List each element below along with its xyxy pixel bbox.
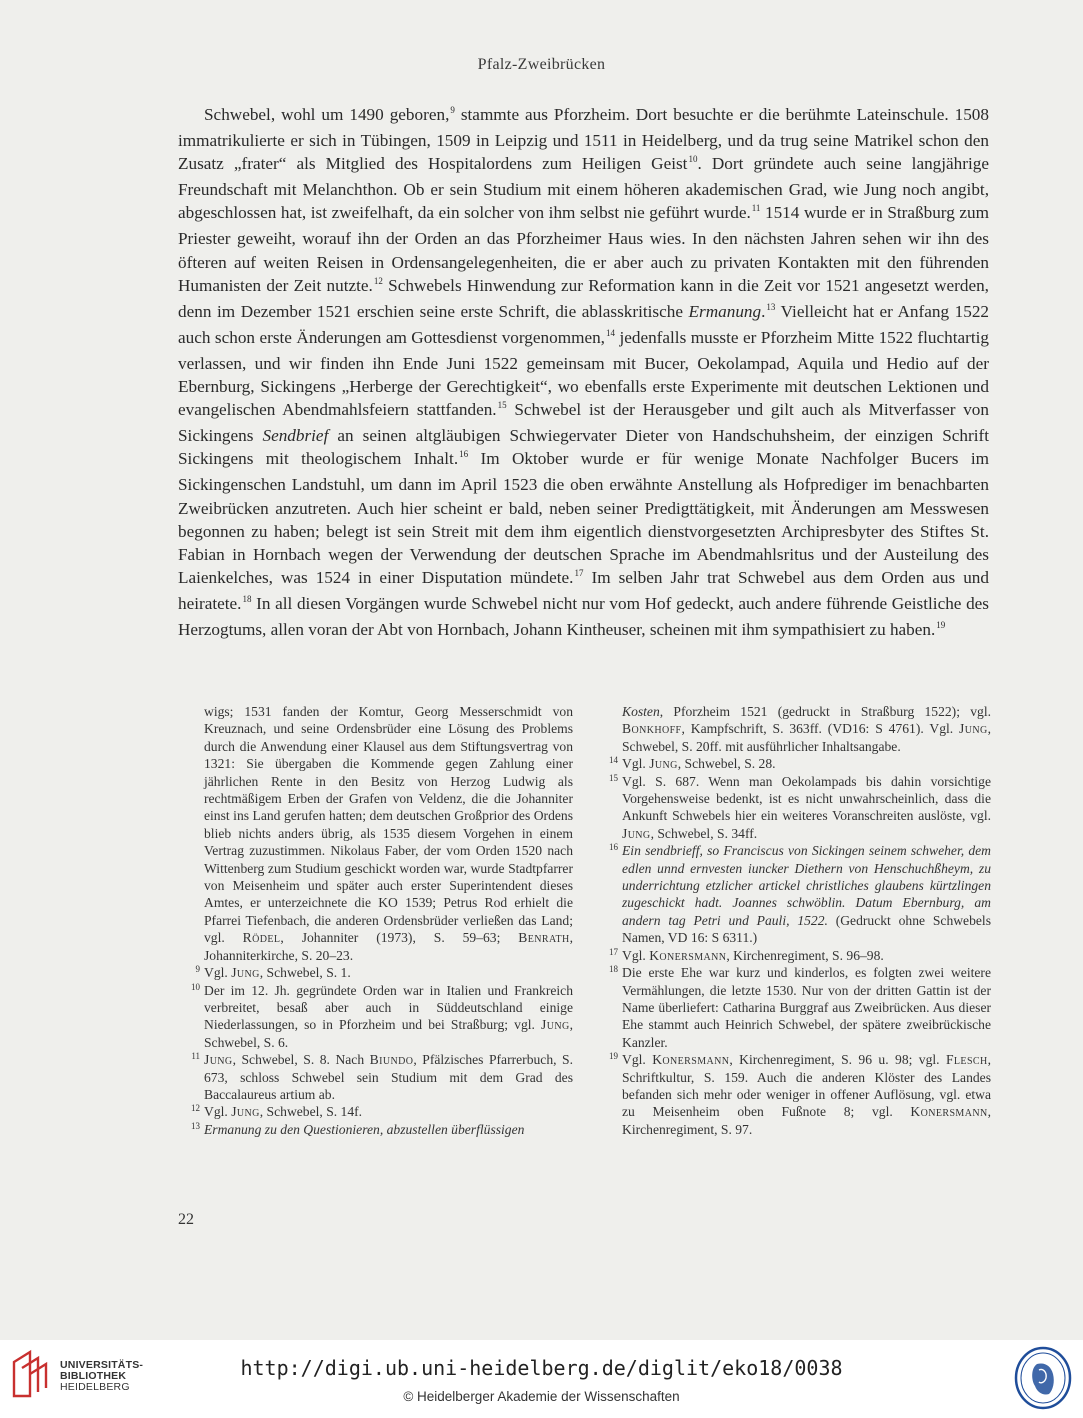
text-run: Im selben Jahr trat Schwebel aus dem Orden aus und heiratete. <box>178 567 989 613</box>
footnote-number: 18 <box>609 964 618 975</box>
text-run: Vielleicht hat er Anfang 1522 auch schon erste Änderungen am Gottesdienst vorgenommen, <box>178 301 990 347</box>
footnote-number: 10 <box>191 981 200 992</box>
text-run: jedenfalls musste er Pforzheim Mitte 1522 fluchtartig verlassen, und wir finden ihn Ende Juni 1522 gemeinsam mit Bucer, Oekolampad, Aquila und Hedio auf der Ebernburg, Sickingens „Herberge der Gerechtigkeit“, wo ebenfalls erste Experimente mit deutschen Lektionen und evangelischen Abendmahlsfeiern stattfanden. <box>178 327 990 420</box>
footnote-ref[interactable]: 18 <box>242 593 252 604</box>
logo-line: HEIDELBERG <box>60 1381 130 1393</box>
text-run: Im Oktober wurde er für wenige Monate Nachfolger Bucers im Sickingenschen Landstuhl, um dann im April 1523 die oben erwähnte Anstellung als Hofprediger im benachbarten Zweibrücken anzutreten. Auch hier scheint er bald, neben seiner Predigttätigkeit, mit Änderungen am Messwesen begonnen zu haben; belegt ist sein Streit mit dem ihm eigentlich dienstvorgesetzten Archipresbyter des Stiftes St. Fabian in Hornbach wegen der Verwendung der deutschen Sprache im Abendmahlsritus und der Austeilung des Laienkelches, was 1524 in einer Disputation mündete. <box>178 449 989 587</box>
footnote-ref[interactable]: 12 <box>373 275 383 286</box>
text-run: an seinen altgläubigen Schwiegervater Dieter von Handschuhsheim, der einzigen Schrift Sickingens mit theologischem Inhalt. <box>178 426 989 469</box>
copyright-notice: © Heidelberger Akademie der Wissenschaften <box>403 1389 680 1404</box>
footnote-18: 18 Die erste Ehe war kurz und kinderlos, es folgten zwei weitere Vermählungen, die letzte 1530. Nur von der dritten Gattin ist der Name überliefert: Catharina Burggraf aus Zweibrücken. Aus dieser Ehe stammt auch Heinrich Schwebel, der spätere zweibrückische Kanzler. <box>622 964 991 1051</box>
viewer-footer <box>0 1340 1083 1418</box>
footnote-ref[interactable]: 14 <box>605 327 615 338</box>
footnote-17: 17 Vgl. Konersmann, Kirchenregiment, S. 96–98. <box>622 947 991 964</box>
title-italic: Sendbrief <box>262 426 329 446</box>
footnote-number: 9 <box>195 964 200 975</box>
footnote-ref[interactable]: 19 <box>936 619 946 630</box>
footnote-number: 12 <box>191 1103 200 1114</box>
text-run: stammte aus Pforzheim. Dort besuchte er die berühmte Lateinschule. 1508 immatrikulierte er sich in Tübingen, 1509 in Leipzig und 1511 in Heidelberg, und da trug seine Matrikel schon den Zusatz „frater“ als Mitglied des Hospitalordens zum Heiligen Geist <box>178 105 989 174</box>
footnote-12: 12 Vgl. Jung, Schwebel, S. 14f. <box>204 1103 573 1120</box>
footnote-number: 11 <box>191 1051 200 1062</box>
footnote-ref[interactable]: 10 <box>688 154 698 165</box>
footnote-9: 9 Vgl. Jung, Schwebel, S. 1. <box>204 964 573 981</box>
footnote-ref[interactable]: 15 <box>497 400 507 411</box>
footnote-number: 13 <box>191 1120 200 1131</box>
footnote-13-continuation: Kosten, Pforzheim 1521 (gedruckt in Straßburg 1522); vgl. Bonkhoff, Kampfschrift, S. 363ff. (VD16: S 4761). Vgl. Jung, Schwebel, S. 20ff. mit ausführlicher Inhaltsangabe. <box>622 704 991 754</box>
footnote-number: 14 <box>609 755 618 766</box>
body-paragraph <box>178 103 989 644</box>
footnote-11: 11 Jung, Schwebel, S. 8. Nach Biundo, Pfälzisches Pfarrerbuch, S. 673, schloss Schwebel sein Studium mit dem Grad des Baccalaureus artium ab. <box>204 1051 573 1103</box>
text-run: Schwebel, wohl um 1490 geboren, <box>204 105 450 124</box>
footnote-16: 16 Ein sendbrieff, so Franciscus von Sickingen seinem schweher, dem edlen unnd ernvesten iuncker Diethern von Henschuchßheym, zu underrichtung etzlicher artickel christliches glaubens kürtzlingen zugeschickt hadt. Joannes schwöblin. Datum Ebernburg, am andern tag Petri und Pauli, 1522. (Gedruckt ohne Schwebels Namen, VD 16: S 6311.) <box>622 842 991 946</box>
permalink-url[interactable]: http://digi.ub.uni-heidelberg.de/diglit/eko18/0038 <box>240 1356 843 1380</box>
page-number: 22 <box>178 1211 194 1228</box>
footnote-number: 19 <box>609 1051 618 1062</box>
logo-line: UNIVERSITÄTS- <box>60 1359 144 1371</box>
footnote-13: 13 Ermanung zu den Questionieren, abzustellen überflüssigen <box>204 1121 573 1138</box>
footnote-ref[interactable]: 9 <box>450 105 455 115</box>
footnote-10: 10 Der im 12. Jh. gegründete Orden war in Italien und Frankreich verbreitet, besaß aber auch in Süddeutschland einige Niederlassungen, so in Pforzheim und bei Straßburg; vgl. Jung, Schwebel, S. 6. <box>204 982 573 1052</box>
text-run: 1514 wurde er in Straßburg zum Priester geweiht, worauf ihn der Orden an das Pforzheimer Haus wies. In den nächsten Jahren sehen wir ihn des öfteren auf weiten Reisen in Ordensangelegenheiten, die er aber auch zu privaten Kontakten mit den führenden Humanisten der Zeit nutzte. <box>178 203 989 295</box>
footnotes-left-column <box>191 703 573 1138</box>
footnote-ref[interactable]: 11 <box>751 203 761 214</box>
text-run: In all diesen Vorgängen wurde Schwebel nicht nur vom Hof gedeckt, auch andere führende Geistliche des Herzogtums, allen voran der Abt von Hornbach, Johann Kintheuser, scheinen mit ihm sympathisiert zu haben. <box>178 593 989 639</box>
footnote-14: 14 Vgl. Jung, Schwebel, S. 28. <box>622 755 991 772</box>
footnotes-right-column <box>609 703 992 1138</box>
footnote-number: 15 <box>609 772 618 783</box>
footnote-ref[interactable]: 13 <box>766 301 776 312</box>
footnote-ref[interactable]: 17 <box>574 567 584 578</box>
title-italic: Ermanung <box>688 301 762 321</box>
text-run: . <box>761 301 766 321</box>
text-run: Schwebel ist der Herausgeber und gilt auch als Mitverfasser von Sickingens <box>178 400 989 446</box>
academy-seal-icon[interactable] <box>1013 1346 1073 1410</box>
text-run: . Dort gründete auch seine langjährige Freundschaft mit Melanchthon. Ob er sein Studium mit einem höheren akademischen Grad, wie Jung noch angibt, abgeschlossen hat, ist zweifelhaft, da ein solcher von ihm selbst nie geführt wurde. <box>178 154 989 223</box>
footnote-number: 17 <box>609 946 618 957</box>
footnote-15: 15 Vgl. S. 687. Wenn man Oekolampads bis dahin vorsichtige Vorgehensweise bedenkt, ist es nicht unwahrscheinlich, dass die Ankunft Schwebels hier ein weiteres Voranschreiten auslöste, vgl. Jung, Schwebel, S. 34ff. <box>622 773 991 843</box>
footnote-number: 16 <box>609 842 618 853</box>
text-run: Schwebels Hinwendung zur Reformation kann in die Zeit vor 1521 angesetzt werden, denn im Dezember 1521 erschien seine erste Schrift, die ablasskritische <box>178 275 989 321</box>
footnote-ref[interactable]: 16 <box>459 449 469 460</box>
running-head: Pfalz-Zweibrücken <box>477 56 606 73</box>
footnote-continuation: wigs; 1531 fanden der Komtur, Georg Messerschmidt von Kreuznach, und seine Ordensbrüder eine Lösung des Problems durch die Anwendung einer Klausel aus dem Stiftungsvertrag von 1321: Sie übergaben die Kommende gegen Zahlung einer jährlichen Rente in den Besitz von Herzog Ludwig als rechtmäßigem Erben der Grafen von Veldenz, die die Johanniter einst ins Land gerufen hatten; dem deutschen Großprior des Ordens blieb nichts anders übrig, als 1535 diesem Vorgehen in einem Vertrag zuzustimmen. Nikolaus Faber, der vom Orden 1520 nach Wittenberg zum Studium geschickt worden war, wurde Stadtpfarrer von Meisenheim und später auch erster Superintendent dieses Amtes, er unterzeichnete die KO 1539; Petrus Rod erhielt die Pfarrei Tiefenbach, die anderen Ordensbrüder verließen das Land; vgl. Rödel, Johanniter (1973), S. 59–63; Benrath, Johanniterkirche, S. 20–23. <box>204 704 573 963</box>
logo-line: BIBLIOTHEK <box>60 1370 127 1382</box>
footnote-19: 19 Vgl. Konersmann, Kirchenregiment, S. 96 u. 98; vgl. Flesch, Schriftkultur, S. 159. Auch die anderen Klöster des Landes befanden sich mehr oder weniger in offener Auflösung, vgl. etwa zu Meisenheim oben Fußnote 8; vgl. Konersmann, Kirchenregiment, S. 97. <box>622 1051 991 1138</box>
